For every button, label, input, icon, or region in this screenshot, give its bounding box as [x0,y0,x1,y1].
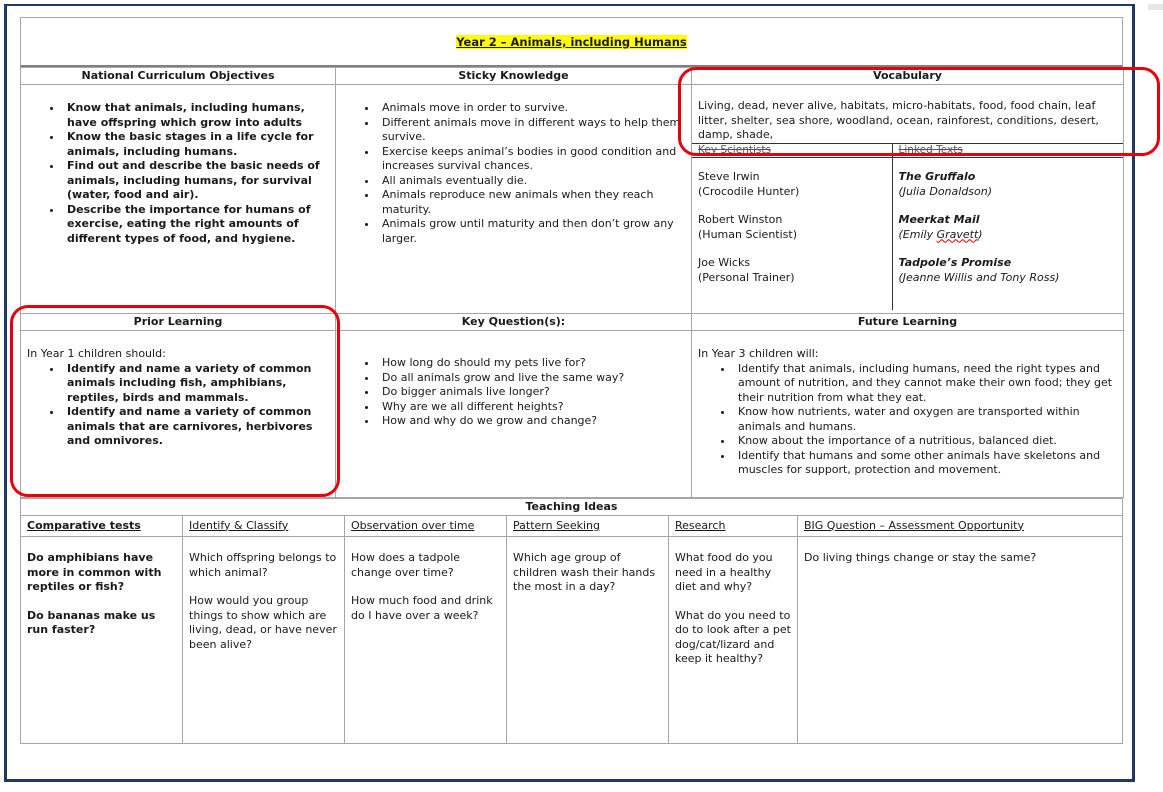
teaching-col-body [21,537,183,744]
list-item: • Find out and describe the basic needs of animals, including humans, for survival (water, food and air). [63,159,329,203]
teaching-header: Teaching Ideas [21,499,1123,516]
list-item: • Know the basic stages in a life cycle for animals, including humans. [63,130,329,159]
list-item: • Do all animals grow and live the same way? [378,371,685,386]
scientist-name: Joe Wicks [698,256,751,269]
teaching-idea: Which offspring belongs to which animal? [189,551,337,579]
document-title: Year 2 – Animals, including Humans [456,34,687,49]
teaching-idea: Do amphibians have more in common with reptiles or fish? [27,551,162,593]
scientists-texts-table [692,143,1123,310]
prior-intro: In Year 1 children should: [27,347,166,360]
prior-cell [21,331,336,498]
scrollbar-corner [1148,4,1163,10]
vocabulary-header: Vocabulary [692,68,1124,85]
teaching-col-body [183,537,345,744]
objectives-cell [21,85,336,314]
list-item: • Different animals move in different ways to help them survive. [378,116,685,145]
list-item: • Do bigger animals live longer? [378,385,685,400]
book-author [899,228,1118,243]
teaching-col-heading [798,516,1123,537]
future-list [698,362,1117,478]
teaching-idea: How much food and drink do I have over a week? [351,594,493,622]
future-cell [692,331,1124,498]
linked-texts-list [892,158,1123,311]
teaching-col-body [507,537,669,744]
book-title: Meerkat Mail [898,213,980,226]
heading-text: BIG Question – Assessment Opportunity [804,518,1024,532]
list-item: • Know about the importance of a nutritious, balanced diet. [734,434,1117,449]
list-item: • Know that animals, including humans, have offspring which grow into adults [63,101,329,130]
author-text: (Emily [898,227,937,241]
book-author: (Jeanne Willis and Tony Ross) [898,270,1060,284]
scientists-list [692,158,892,311]
heading-text: Identify & Classify [189,518,289,532]
teaching-idea: Which age group of children wash their hands the most in a day? [513,551,656,593]
teaching-col-body [798,537,1123,744]
teaching-idea: How would you group things to show which are living, dead, or have never been alive? [189,594,337,651]
prior-list [27,362,329,449]
future-header: Future Learning [692,314,1124,331]
teaching-col-heading [183,516,345,537]
scientist-name: Robert Winston [698,213,783,226]
vocabulary-text: Living, dead, never alive, habitats, micro-habitats, food, food chain, leaf litter, shelter, sea shore, woodland, ocean, rainforest, conditions, desert, damp, shade, [698,99,1099,141]
future-intro: In Year 3 children will: [698,347,819,360]
author-text: ) [978,227,983,241]
scientist-role: (Crocodile Hunter) [698,184,800,198]
list-item: • Identify and name a variety of common animals including fish, amphibians, reptiles, birds and mammals. [63,362,329,406]
teaching-col-heading [507,516,669,537]
vocab-cell [692,85,1124,314]
list-item: • How and why do we grow and change? [378,414,685,429]
list-item: • Animals move in order to survive. [378,101,685,116]
linked-texts-header: Linked Texts [898,144,963,156]
scientist-role: (Human Scientist) [698,227,797,241]
book-author: (Julia Donaldson) [898,184,993,198]
teaching-idea: What food do you need in a healthy diet and why? [675,551,773,593]
sticky-header: Sticky Knowledge [336,68,692,85]
objectives-header: National Curriculum Objectives [21,68,336,85]
list-item: • How long do should my pets live for? [378,356,685,371]
teaching-col-body [345,537,507,744]
objectives-list [27,101,329,246]
organiser-table [20,67,1124,498]
list-item: • Why are we all different heights? [378,400,685,415]
teaching-col-heading [345,516,507,537]
book-title: Tadpole’s Promise [898,256,1012,269]
heading-text: Observation over time [351,518,475,532]
teaching-col-heading [21,516,183,537]
teaching-idea: How does a tadpole change over time? [351,551,461,579]
teaching-col-heading [669,516,798,537]
heading-text: Pattern Seeking [513,518,600,532]
sticky-cell [336,85,692,314]
questions-list [342,356,685,429]
list-item: • Know how nutrients, water and oxygen are transported within animals and humans. [734,405,1117,434]
knowledge-organiser [20,17,1123,744]
list-item: • Describe the importance for humans of exercise, eating the right amounts of different types of food, and hygiene. [63,203,329,247]
list-item: • Animals grow until maturity and then don’t grow any larger. [378,217,685,246]
teaching-ideas-table [20,498,1123,744]
list-item: • All animals eventually die. [378,174,685,189]
heading-text: Research [675,518,726,532]
list-item: • Identify and name a variety of common animals that are carnivores, herbivores and omnivores. [63,405,329,449]
teaching-idea: What do you need to do to look after a pet dog/cat/lizard and keep it healthy? [675,608,791,665]
list-item: • Identify that animals, including humans, need the right types and amount of nutrition, and they cannot make their own food; they get their nutrition from what they eat. [734,362,1117,406]
book-title: The Gruffalo [898,170,976,183]
questions-header: Key Question(s): [336,314,692,331]
list-item: • Animals reproduce new animals when they reach maturity. [378,188,685,217]
spellcheck-flagged-word[interactable]: Gravett [936,227,979,241]
teaching-idea: Do bananas make us run faster? [27,608,156,636]
key-scientists-header: Key Scientists [692,144,892,158]
list-item: • Exercise keeps animal’s bodies in good condition and increases survival chances. [378,145,685,174]
questions-cell [336,331,692,498]
teaching-idea: Do living things change or stay the same? [804,551,1037,564]
heading-text: Comparative tests [27,518,141,532]
sticky-list [342,101,685,246]
list-item: • Identify that humans and some other animals have skeletons and muscles for support, protection and movement. [734,449,1117,478]
scientist-name: Steve Irwin [698,170,760,183]
title-row [20,17,1123,67]
prior-header: Prior Learning [21,314,336,331]
teaching-col-body [669,537,798,744]
scientist-role: (Personal Trainer) [698,270,795,284]
